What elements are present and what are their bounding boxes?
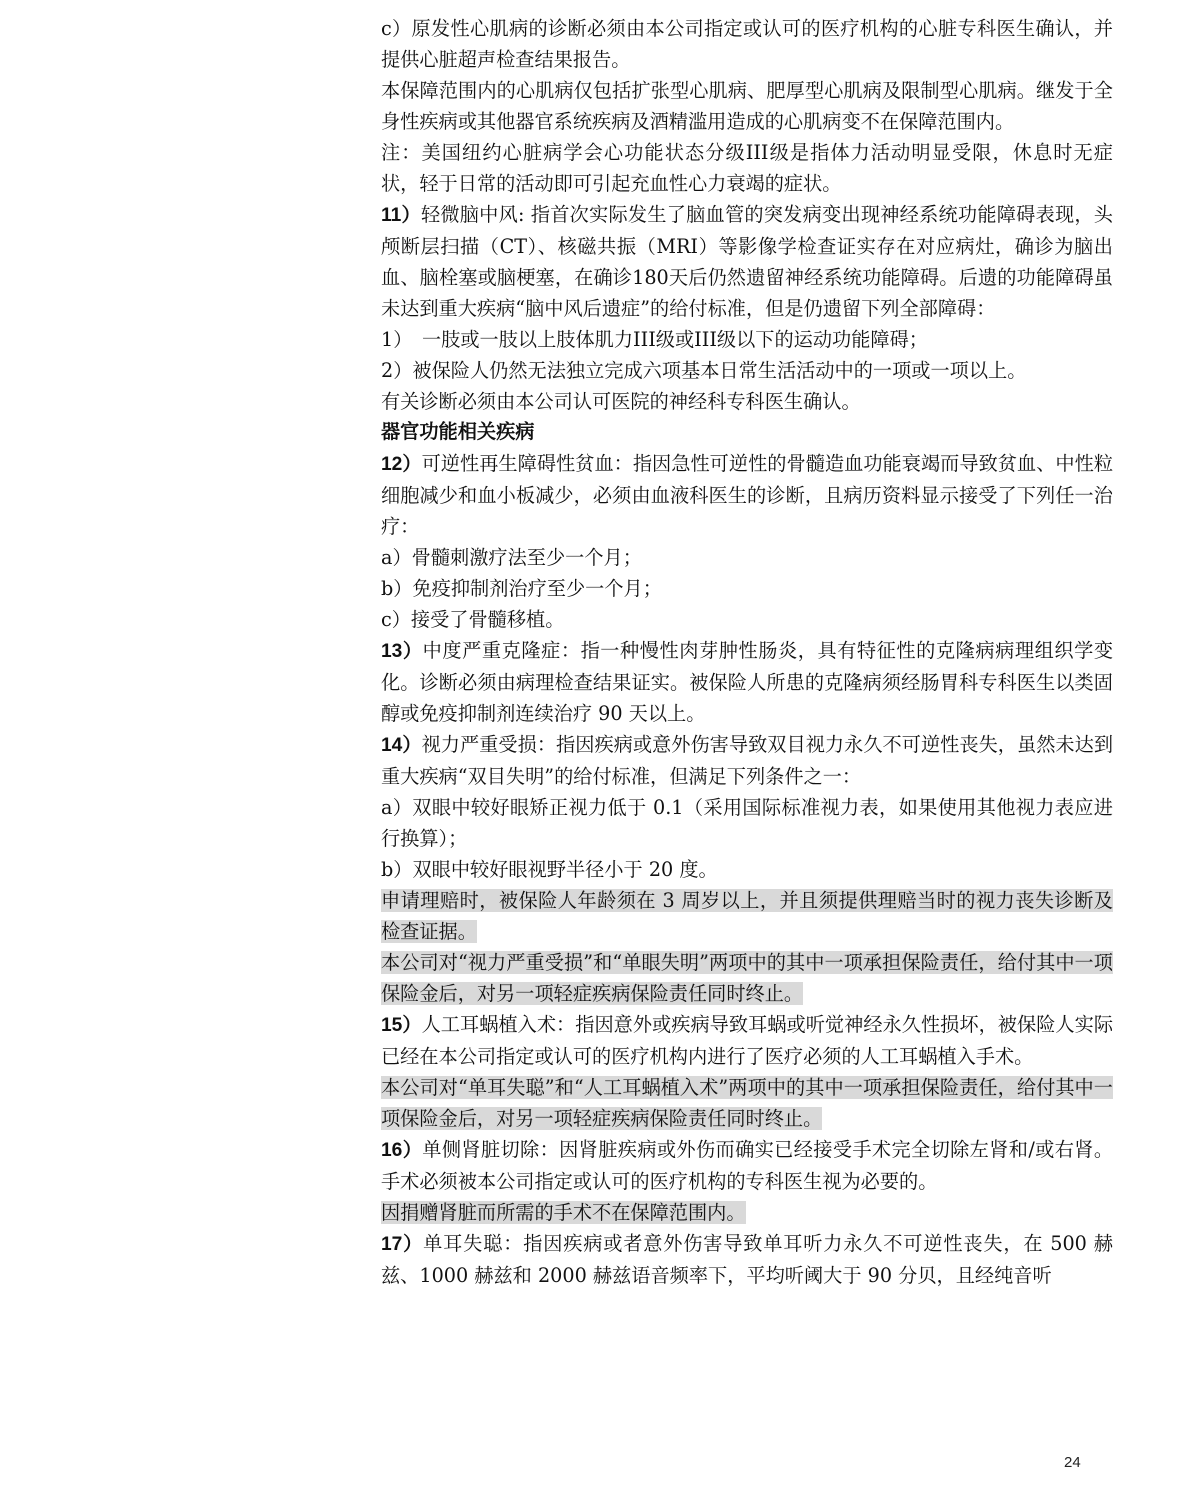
paragraph-text: b）双眼中较好眼视野半径小于 20 度。 (381, 858, 718, 881)
body-paragraph (381, 573, 1113, 604)
document-body (381, 13, 1113, 1291)
section-heading-text: 器官功能相关疾病 (381, 422, 535, 443)
paragraph-text: a）双眼中较好眼矫正视力低于 0.1（采用国际标准视力表，如果使用其他视力表应进行换算）； (381, 796, 1113, 850)
body-paragraph (381, 604, 1113, 635)
page-number: 24 (1064, 1454, 1081, 1471)
clause-number: 17） (381, 1234, 424, 1255)
body-paragraph (381, 792, 1113, 854)
numbered-clause (381, 1228, 1113, 1291)
paragraph-text: 有关诊断必须由本公司认可医院的神经科专科医生确认。 (381, 390, 861, 413)
body-paragraph (381, 386, 1113, 417)
paragraph-text: a）骨髓刺激疗法至少一个月； (381, 546, 642, 569)
clause-number: 16） (381, 1140, 423, 1161)
clause-text: 单侧肾脏切除：因肾脏疾病或外伤而确实已经接受手术完全切除左肾和/或右肾。手术必须被本公司指定或认可的医疗机构的专科医生视为必要的。 (381, 1138, 1114, 1193)
highlighted-paragraph (381, 947, 1113, 1009)
body-paragraph (381, 137, 1113, 199)
numbered-clause (381, 448, 1113, 542)
highlighted-text: 本公司对“单耳失聪”和“人工耳蜗植入术”两项中的其中一项承担保险责任，给付其中一项保险金后，对另一项轻症疾病保险责任同时终止。 (381, 1076, 1113, 1130)
highlighted-text: 申请理赔时，被保险人年龄须在 3 周岁以上，并且须提供理赔当时的视力丧失诊断及检查证据。 (381, 889, 1113, 943)
paragraph-text: 1） 一肢或一肢以上肢体肌力III级或III级以下的运动功能障碍； (381, 328, 928, 351)
highlighted-paragraph (381, 885, 1113, 947)
body-paragraph (381, 13, 1113, 75)
paragraph-text: b）免疫抑制剂治疗至少一个月； (381, 577, 662, 600)
paragraph-text: c）原发性心肌病的诊断必须由本公司指定或认可的医疗机构的心脏专科医生确认，并提供心脏超声检查结果报告。 (381, 17, 1113, 71)
clause-text: 轻微脑中风: 指首次实际发生了脑血管的突发病变出现神经系统功能障碍表现，头颅断层扫描（CT）、核磁共振（MRI）等影像学检查证实存在对应病灶，确诊为脑出血、脑栓塞或脑梗塞，在确诊180天后仍然遗留神经系统功能障碍。后遗的功能障碍虽未达到重大疾病“脑中风后遗症”的给付标准，但是仍遗留下列全部障碍： (381, 203, 1113, 320)
paragraph-text: 注：美国纽约心脏病学会心功能状态分级III级是指体力活动明显受限，休息时无症状，轻于日常的活动即可引起充血性心力衰竭的症状。 (381, 141, 1113, 195)
body-paragraph (381, 75, 1113, 137)
body-paragraph (381, 355, 1113, 386)
clause-number: 12） (381, 454, 422, 475)
section-heading (381, 417, 1113, 448)
clause-number: 11） (381, 205, 421, 226)
clause-text: 视力严重受损：指因疾病或意外伤害导致双目视力永久不可逆性丧失，虽然未达到重大疾病“双目失明”的给付标准，但满足下列条件之一： (381, 733, 1114, 788)
numbered-clause (381, 635, 1113, 729)
body-paragraph (381, 324, 1113, 355)
clause-text: 可逆性再生障碍性贫血：指因急性可逆性的骨髓造血功能衰竭而导致贫血、中性粒细胞减少和血小板减少，必须由血液科医生的诊断，且病历资料显示接受了下列任一治疗： (381, 452, 1114, 538)
highlighted-paragraph (381, 1072, 1113, 1134)
numbered-clause (381, 1009, 1113, 1072)
highlighted-paragraph (381, 1197, 1113, 1228)
highlighted-text: 因捐赠肾脏而所需的手术不在保障范围内。 (381, 1201, 746, 1224)
clause-number: 15） (381, 1015, 422, 1036)
body-paragraph (381, 542, 1113, 573)
paragraph-text: c）接受了骨髓移植。 (381, 608, 565, 631)
highlighted-text: 本公司对“视力严重受损”和“单眼失明”两项中的其中一项承担保险责任，给付其中一项保险金后，对另一项轻症疾病保险责任同时终止。 (381, 951, 1113, 1005)
numbered-clause (381, 1134, 1113, 1197)
clause-text: 人工耳蜗植入术：指因意外或疾病导致耳蜗或听觉神经永久性损坏，被保险人实际已经在本公司指定或认可的医疗机构内进行了医疗必须的人工耳蜗植入手术。 (381, 1013, 1114, 1068)
body-paragraph (381, 854, 1113, 885)
numbered-clause (381, 199, 1113, 324)
clause-text: 单耳失聪：指因疾病或者意外伤害导致单耳听力永久不可逆性丧失，在 500 赫兹、1000 赫兹和 2000 赫兹语音频率下，平均听阈大于 90 分贝，且经纯音听 (381, 1232, 1113, 1287)
numbered-clause (381, 729, 1113, 792)
paragraph-text: 2）被保险人仍然无法独立完成六项基本日常生活活动中的一项或一项以上。 (381, 359, 1027, 382)
clause-number: 13） (381, 641, 423, 662)
clause-number: 14） (381, 735, 422, 756)
clause-text: 中度严重克隆症：指一种慢性肉芽肿性肠炎，具有特征性的克隆病病理组织学变化。诊断必须由病理检查结果证实。被保险人所患的克隆病须经肠胃科专科医生以类固醇或免疫抑制剂连续治疗 90 天以上。 (381, 639, 1114, 725)
paragraph-text: 本保障范围内的心肌病仅包括扩张型心肌病、肥厚型心肌病及限制型心肌病。继发于全身性疾病或其他器官系统疾病及酒精滥用造成的心肌病变不在保障范围内。 (381, 79, 1113, 133)
